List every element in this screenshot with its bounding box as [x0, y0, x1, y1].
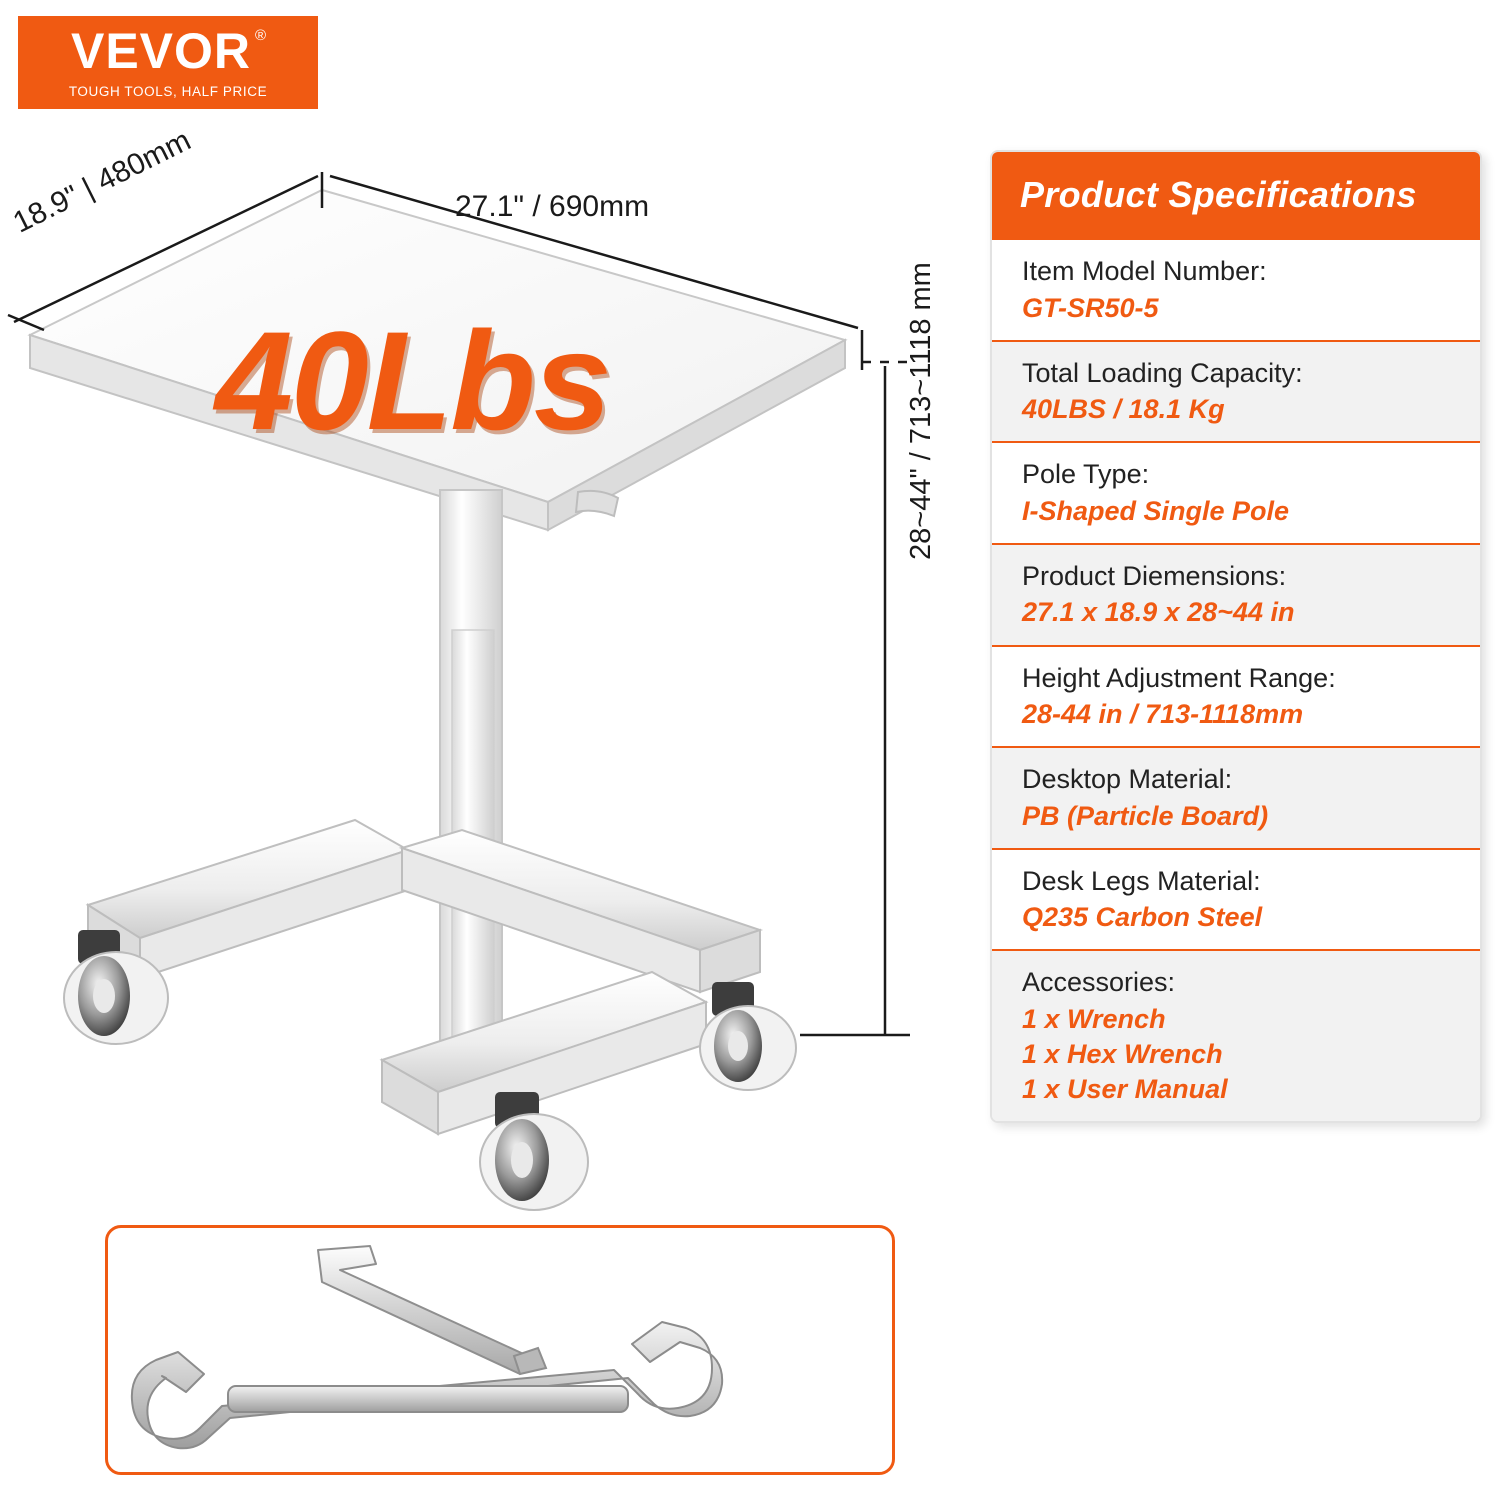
- caster-wheel: [480, 1092, 588, 1210]
- spec-label: Product Diemensions:: [1022, 560, 1287, 591]
- spec-row-desktop-material: [992, 746, 1480, 848]
- spec-value: Q235 Carbon Steel: [1022, 902, 1263, 933]
- spec-value-line-3: 1 x User Manual: [1022, 1074, 1228, 1105]
- specifications-title: Product Specifications: [992, 152, 1480, 238]
- spec-label: Accessories:: [1022, 967, 1176, 998]
- spec-row-accessories: [992, 949, 1480, 1121]
- accessories-drawing: [108, 1228, 892, 1472]
- brand-name-text: VEVOR: [70, 23, 252, 79]
- spec-row-total-loading-capacity: [992, 340, 1480, 442]
- spec-value: GT-SR50-5: [1022, 292, 1159, 323]
- spec-label: Total Loading Capacity:: [1022, 357, 1303, 388]
- dimension-height-label: 28~44" / 713~1118 mm: [905, 262, 937, 560]
- caster-wheel: [700, 982, 796, 1090]
- registered-trademark-icon: ®: [254, 27, 268, 44]
- desk-drawing: [0, 130, 950, 1260]
- open-end-wrench-icon: [132, 1322, 722, 1448]
- spec-value: PB (Particle Board): [1022, 800, 1269, 831]
- spec-value-line-2: 1 x Hex Wrench: [1022, 1039, 1223, 1070]
- spec-value: I-Shaped Single Pole: [1022, 495, 1290, 526]
- spec-value: 40LBS / 18.1 Kg: [1022, 394, 1225, 425]
- spec-label: Item Model Number:: [1022, 256, 1267, 286]
- hex-wrench-icon: [318, 1246, 546, 1374]
- brand-logo: [18, 16, 318, 109]
- dimension-width-label: 27.1" / 690mm: [455, 190, 650, 223]
- accessories-image-box: [105, 1225, 895, 1475]
- brand-name: [70, 23, 268, 79]
- spec-label: Desk Legs Material:: [1022, 865, 1261, 896]
- product-illustration: [0, 123, 950, 1260]
- spec-value: 28-44 in / 713-1118mm: [1022, 699, 1304, 730]
- spec-row-pole-type: [992, 441, 1480, 543]
- spec-row-desk-legs-material: [992, 848, 1480, 950]
- spec-value-line-1: 1 x Wrench: [1022, 1004, 1166, 1035]
- dimension-depth-label: 18.9" | 480mm: [8, 123, 196, 240]
- product-specifications-panel: [990, 150, 1482, 1123]
- brand-tagline: TOUGH TOOLS, HALF PRICE: [68, 84, 268, 99]
- capacity-overlay-text: 40Lbs: [215, 302, 610, 459]
- spec-row-item-model-number: [992, 238, 1480, 340]
- spec-row-product-dimensions: [992, 543, 1480, 645]
- spec-value: 27.1 x 18.9 x 28~44 in: [1022, 597, 1295, 628]
- spec-row-height-adjustment-range: [992, 645, 1480, 747]
- spec-label: Height Adjustment Range:: [1022, 662, 1336, 693]
- spec-label: Pole Type:: [1022, 459, 1150, 490]
- spec-label: Desktop Material:: [1022, 764, 1233, 795]
